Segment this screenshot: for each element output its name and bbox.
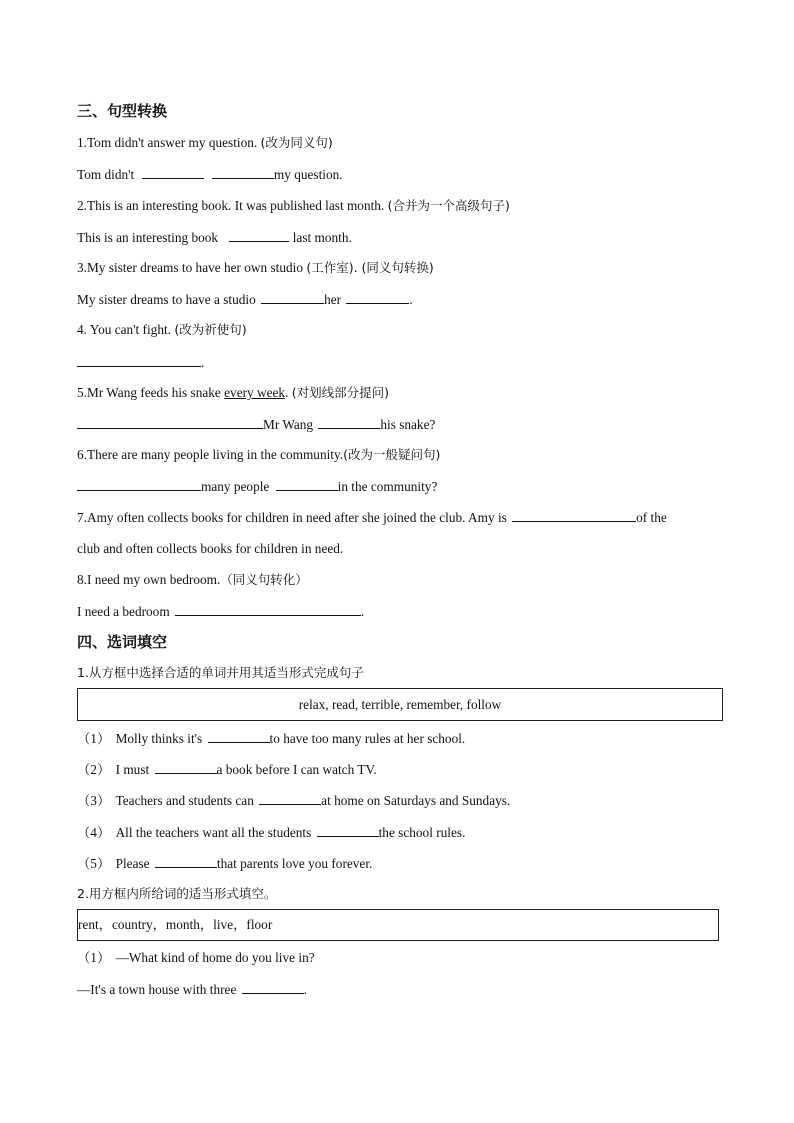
- fill-item-number: （4）: [77, 825, 111, 840]
- answer-1: [77, 165, 343, 184]
- answer-5-end: his snake?: [380, 417, 436, 432]
- answer-6-mid: many people: [201, 479, 270, 494]
- answer-8: [77, 602, 364, 621]
- answer-1-suffix: my question.: [273, 167, 343, 182]
- question-8-hint: （同义句转化）: [220, 572, 308, 587]
- question-3-text: 3.My sister dreams to have her own studio: [77, 260, 304, 275]
- part-2-answer-1: [77, 980, 307, 999]
- answer-blank[interactable]: [276, 477, 338, 491]
- answer-2: [77, 228, 352, 247]
- answer-5-mid: Mr Wang: [263, 417, 314, 432]
- question-1-hint: (改为同义句): [260, 135, 333, 150]
- question-2-text: 2.This is an interesting book. It was published last month.: [77, 198, 385, 213]
- question-4-hint: (改为祈使句): [174, 322, 247, 337]
- answer-blank[interactable]: [155, 854, 217, 868]
- fill-item-text: the school rules.: [378, 825, 466, 840]
- fill-item-number: （3）: [77, 793, 111, 808]
- word-box-2-text: rent，country，month，live，floor: [78, 917, 273, 932]
- answer-blank[interactable]: [142, 165, 204, 179]
- answer-blank[interactable]: [512, 508, 636, 522]
- fill-item-text: Teachers and students can: [115, 793, 254, 808]
- fill-item-text: All the teachers want all the students: [115, 825, 312, 840]
- fill-item-text: to have too many rules at her school.: [269, 731, 466, 746]
- fill-item-5: [77, 854, 372, 873]
- answer-2-suffix: last month.: [292, 230, 352, 245]
- fill-item-4: [77, 823, 465, 842]
- fill-item-1: [77, 729, 465, 748]
- answer-1-prefix: Tom didn't: [77, 167, 135, 182]
- fill-item-number: （1）: [77, 731, 111, 746]
- question-6-text: 6.There are many people living in the community.: [77, 447, 344, 462]
- fill-item-text: I must: [115, 762, 150, 777]
- question-5-underlined: every week: [224, 385, 286, 400]
- answer-blank[interactable]: [242, 980, 304, 994]
- answer-3-prefix: My sister dreams to have a studio: [77, 292, 256, 307]
- fill-item-text: Molly thinks it's: [115, 731, 203, 746]
- part-1-instruction: 1.从方框中选择合适的单词并用其适当形式完成句子: [77, 665, 364, 680]
- answer-6: [77, 477, 437, 496]
- question-1-text: 1.Tom didn't answer my question.: [77, 135, 258, 150]
- fill-item-text: at home on Saturdays and Sundays.: [321, 793, 511, 808]
- question-5-text: 5.Mr Wang feeds his snake: [77, 385, 221, 400]
- answer-blank[interactable]: [155, 760, 217, 774]
- answer-blank[interactable]: [346, 290, 409, 304]
- answer-blank[interactable]: [175, 602, 361, 616]
- answer-blank[interactable]: [77, 477, 201, 491]
- answer-3: [77, 290, 413, 309]
- fill-item-number: （2）: [77, 762, 111, 777]
- answer-blank[interactable]: [212, 165, 274, 179]
- answer-3-mid: her: [324, 292, 342, 307]
- question-8-text: 8.I need my own bedroom.: [77, 572, 221, 587]
- question-2: [77, 197, 510, 215]
- question-2-hint: (合并为一个高级句子): [387, 198, 510, 213]
- question-5: [77, 384, 389, 402]
- fill-item-number: （5）: [77, 856, 111, 871]
- answer-2-prefix: This is an interesting book: [77, 230, 219, 245]
- question-3-hint: (工作室). (同义句转换): [306, 260, 434, 275]
- word-box-1-text: relax, read, terrible, remember, follow: [298, 696, 502, 712]
- fill-item-text: that parents love you forever.: [216, 856, 373, 871]
- question-7-text-b: of the: [636, 510, 667, 525]
- question-4: [77, 321, 247, 339]
- question-8: [77, 571, 308, 589]
- fill-item-text: a book before I can watch TV.: [216, 762, 377, 777]
- answer-blank[interactable]: [317, 823, 379, 837]
- part-2-answer-1-end: .: [303, 982, 307, 997]
- answer-blank[interactable]: [77, 415, 263, 429]
- answer-8-prefix: I need a bedroom: [77, 604, 170, 619]
- word-box-1: [77, 688, 723, 721]
- part-2-question-1-text: —What kind of home do you live in?: [115, 950, 315, 965]
- part-2-question-1: [77, 949, 315, 967]
- question-3: [77, 259, 434, 277]
- question-6: [77, 446, 440, 464]
- answer-blank[interactable]: [77, 353, 201, 367]
- part-2-answer-1-prefix: —It's a town house with three: [77, 982, 237, 997]
- section-4-title: 四、选词填空: [77, 633, 168, 651]
- part-2-instruction: 2.用方框内所给词的适当形式填空。: [77, 886, 277, 901]
- question-7-text: 7.Amy often collects books for children in need after she joined the club. Amy is: [77, 510, 507, 525]
- question-6-hint: (改为一般疑问句): [343, 447, 441, 462]
- answer-blank[interactable]: [229, 228, 289, 242]
- answer-3-end: .: [409, 292, 413, 307]
- answer-4-end: .: [201, 355, 205, 370]
- fill-item-2: [77, 760, 377, 779]
- question-7-line2: club and often collects books for children in need.: [77, 541, 344, 556]
- answer-6-end: in the community?: [337, 479, 438, 494]
- fill-item-number: （1）: [77, 950, 111, 965]
- question-4-text: 4. You can't fight.: [77, 322, 171, 337]
- question-5-hint: (对划线部分提问): [291, 385, 389, 400]
- answer-blank[interactable]: [261, 290, 324, 304]
- question-7: [77, 508, 667, 527]
- fill-item-text: Please: [115, 856, 150, 871]
- word-box-2: [77, 909, 719, 941]
- answer-blank[interactable]: [318, 415, 380, 429]
- question-5-period: .: [285, 385, 289, 400]
- answer-blank[interactable]: [259, 791, 321, 805]
- answer-8-end: .: [361, 604, 365, 619]
- section-3-title: 三、句型转换: [77, 102, 168, 120]
- answer-blank[interactable]: [208, 729, 270, 743]
- answer-4: [77, 353, 204, 372]
- question-1: [77, 134, 333, 152]
- fill-item-3: [77, 791, 510, 810]
- answer-5: [77, 415, 435, 434]
